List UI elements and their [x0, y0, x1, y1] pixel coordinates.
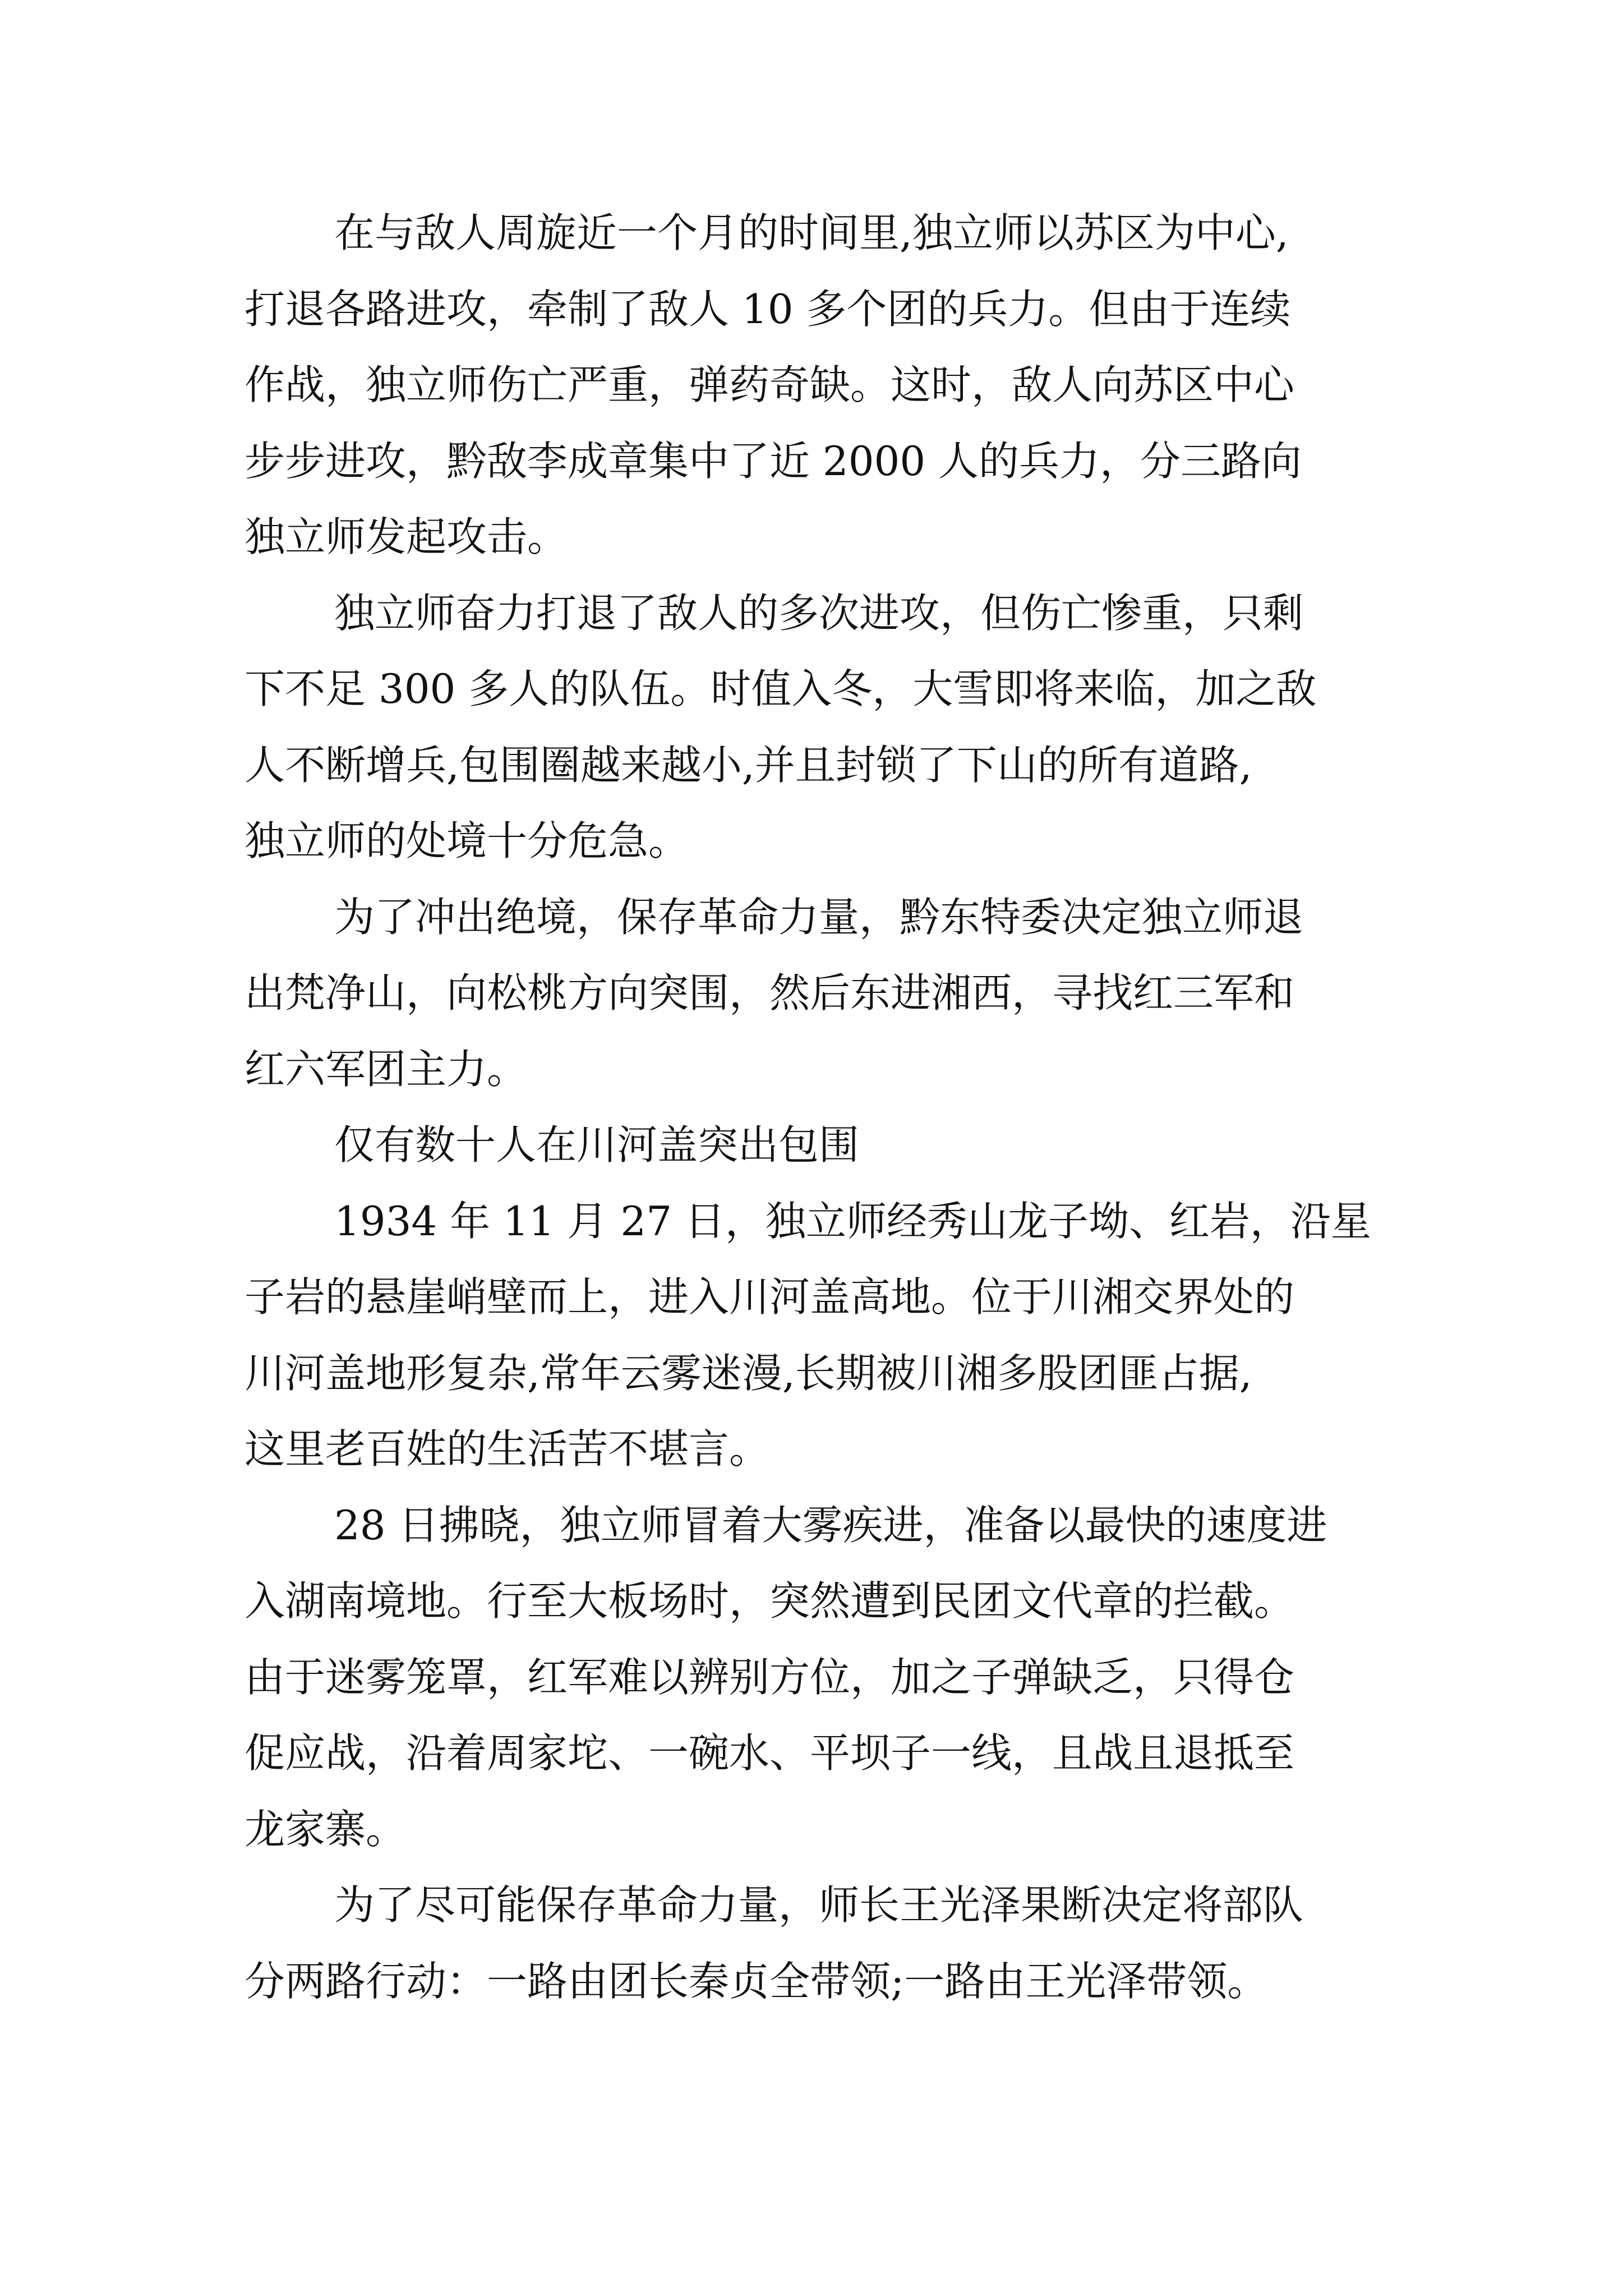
paragraph-first-line: 独立师奋力打退了敌人的多次进攻，但伤亡惨重，只剩 [334, 589, 1304, 637]
document-body [245, 195, 1400, 2019]
paragraph-first-line: 仅有数十人在川河盖突出包围 [334, 1121, 860, 1168]
text-line: 入湖南境地。行至大板场时，突然遭到民团文代章的拦截。 [245, 1577, 1295, 1625]
text-line: 分两路行动：一路由团长秦贞全带领;一路由王光泽带领。 [245, 1957, 1268, 2005]
paragraph-first-line: 为了尽可能保存革命力量，师长王光泽果断决定将部队 [334, 1881, 1304, 1929]
text-line: 出梵净山，向松桃方向突围，然后东进湘西，寻找红三军和 [245, 969, 1295, 1016]
text-line: 川河盖地形复杂,常年云雾迷漫,长期被川湘多股团匪占据, [245, 1349, 1252, 1397]
text-line: 促应战，沿着周家坨、一碗水、平坝子一线，且战且退抵至 [245, 1729, 1295, 1777]
text-line: 下不足 300 多人的队伍。时值入冬，大雪即将来临，加之敌 [245, 665, 1317, 712]
paragraph-first-line: 1934 年 11 月 27 日，独立师经秀山龙子坳、红岩，沿星 [334, 1197, 1371, 1245]
text-line: 独立师发起攻击。 [245, 513, 568, 560]
paragraph-first-line: 为了冲出绝境，保存革命力量，黔东特委决定独立师退 [334, 893, 1304, 941]
text-line: 打退各路进攻，牵制了敌人 10 多个团的兵力。但由于连续 [245, 285, 1291, 333]
paragraph-first-line: 在与敌人周旋近一个月的时间里,独立师以苏区为中心, [334, 209, 1289, 256]
text-line: 步步进攻，黔敌李成章集中了近 2000 人的兵力，分三路向 [245, 437, 1302, 485]
text-line: 人不断增兵,包围圈越来越小,并且封锁了下山的所有道路, [245, 741, 1252, 789]
text-line: 子岩的悬崖峭壁而上，进入川河盖高地。位于川湘交界处的 [245, 1273, 1295, 1320]
text-line: 独立师的处境十分危急。 [245, 817, 689, 864]
text-line: 作战，独立师伤亡严重，弹药奇缺。这时，敌人向苏区中心 [245, 361, 1295, 408]
text-line: 由于迷雾笼罩，红军难以辨别方位，加之子弹缺乏，只得仓 [245, 1653, 1295, 1701]
text-line: 红六军团主力。 [245, 1045, 528, 1093]
text-line: 龙家寨。 [245, 1805, 407, 1853]
text-line: 这里老百姓的生活苦不堪言。 [245, 1425, 770, 1473]
paragraph-first-line: 28 日拂晓，独立师冒着大雾疾进，准备以最快的速度进 [334, 1501, 1327, 1549]
